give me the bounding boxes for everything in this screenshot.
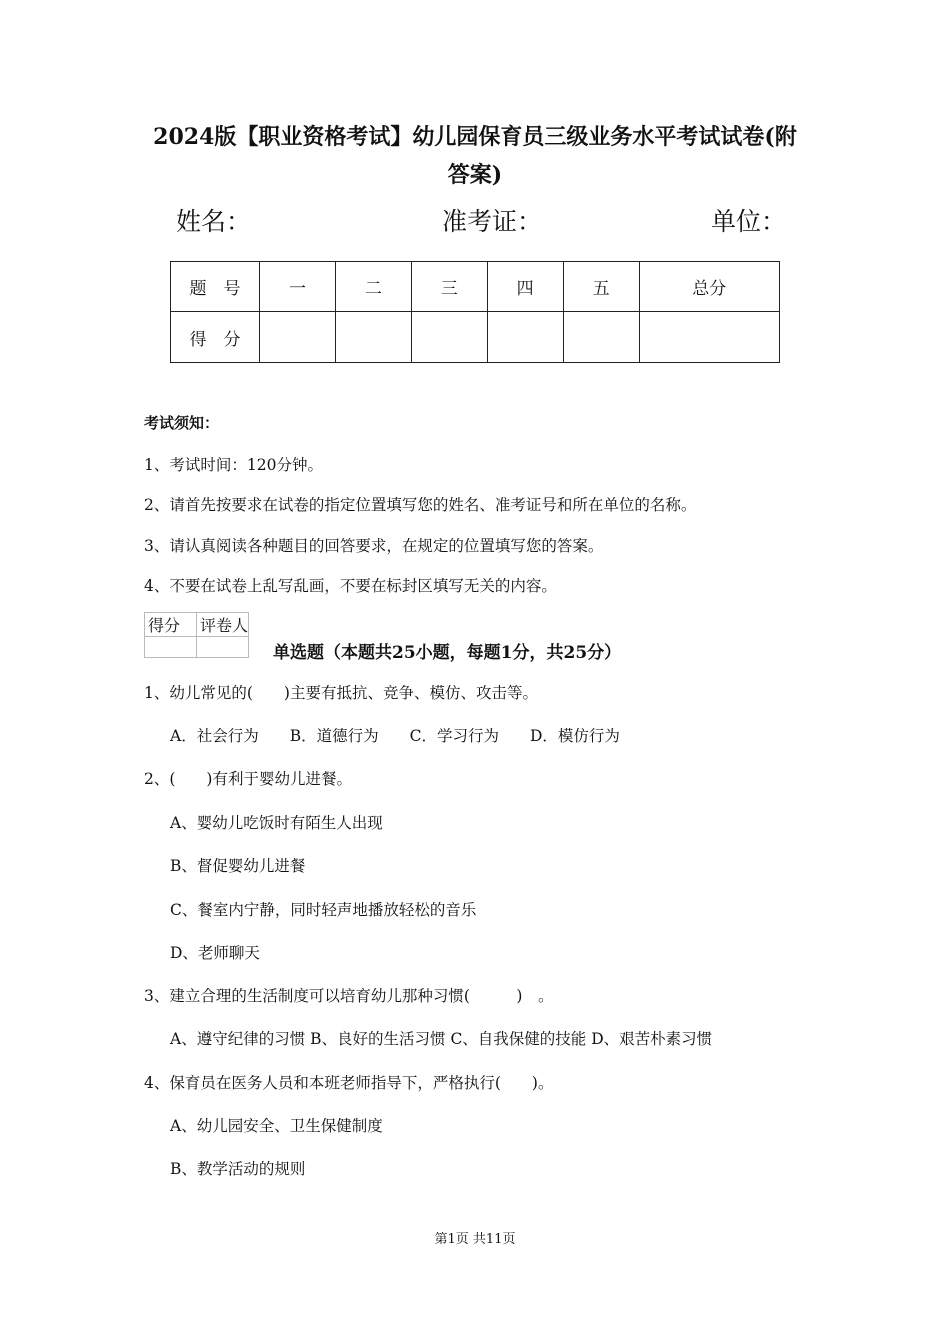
score-table-score-row [171,312,780,363]
question-stem: 1、幼儿常见的( )主要有抵抗、竞争、模仿、攻击等。 [144,684,538,702]
header-cell-total: 总分 [639,262,779,312]
header-cell-3: 三 [411,262,487,312]
exam-title [120,118,830,194]
option-c: C、餐室内宁静，同时轻声地播放轻松的音乐 [170,901,477,919]
section-heading: 单选题（本题共25小题，每题1分，共25分） [273,643,622,663]
question-options: A、遵守纪律的习惯 B、良好的生活习惯 C、自我保健的技能 D、艰苦朴素习惯 [170,1030,713,1048]
option-b: B、督促婴幼儿进餐 [170,857,306,875]
notes-title: 考试须知： [144,414,220,432]
name-label: 姓名： [176,207,252,236]
score-cell-2[interactable] [335,312,411,363]
grader-score-cell[interactable] [145,637,197,658]
score-cell-4[interactable] [487,312,563,363]
score-cell-total[interactable] [639,312,779,363]
title-line-1: 2024版【职业资格考试】幼儿园保育员三级业务水平考试试卷(附 [153,124,797,150]
score-cell-1[interactable] [260,312,336,363]
grader-score-label: 得分 [145,613,197,637]
grader-name-label: 评卷人 [197,613,249,637]
note-item: 4、不要在试卷上乱写乱画，不要在标封区填写无关的内容。 [144,577,557,595]
option-a: A、幼儿园安全、卫生保健制度 [170,1117,383,1135]
note-item: 2、请首先按要求在试卷的指定位置填写您的姓名、准考证号和所在单位的名称。 [144,496,697,514]
score-row-label: 得 分 [171,312,260,363]
question-stem: 4、保育员在医务人员和本班老师指导下，严格执行( )。 [144,1074,554,1092]
title-line-2: 答案) [447,162,503,188]
score-table [170,261,780,363]
header-cell-question-no: 题 号 [171,262,260,312]
question-stem: 2、( )有利于婴幼儿进餐。 [144,770,352,788]
header-cell-1: 一 [260,262,336,312]
question-stem: 3、建立合理的生活制度可以培育幼儿那种习惯( ) 。 [144,987,554,1005]
grader-name-cell[interactable] [197,637,249,658]
score-cell-3[interactable] [411,312,487,363]
page-footer: 第1页 共11页 [434,1232,516,1247]
header-cell-4: 四 [487,262,563,312]
score-cell-5[interactable] [563,312,639,363]
question-options: A．社会行为 B．道德行为 C．学习行为 D．模仿行为 [170,727,620,745]
note-item: 1、考试时间：120分钟。 [144,456,323,474]
header-cell-2: 二 [335,262,411,312]
exam-number-label: 准考证： [442,207,543,236]
grader-box [144,612,249,658]
option-a: A、婴幼儿吃饭时有陌生人出现 [170,814,383,832]
header-cell-5: 五 [563,262,639,312]
note-item: 3、请认真阅读各种题目的回答要求，在规定的位置填写您的答案。 [144,537,604,555]
score-table-header-row [171,262,780,312]
unit-label: 单位： [711,207,787,236]
option-b: B、教学活动的规则 [170,1160,306,1178]
option-d: D、老师聊天 [170,944,260,962]
